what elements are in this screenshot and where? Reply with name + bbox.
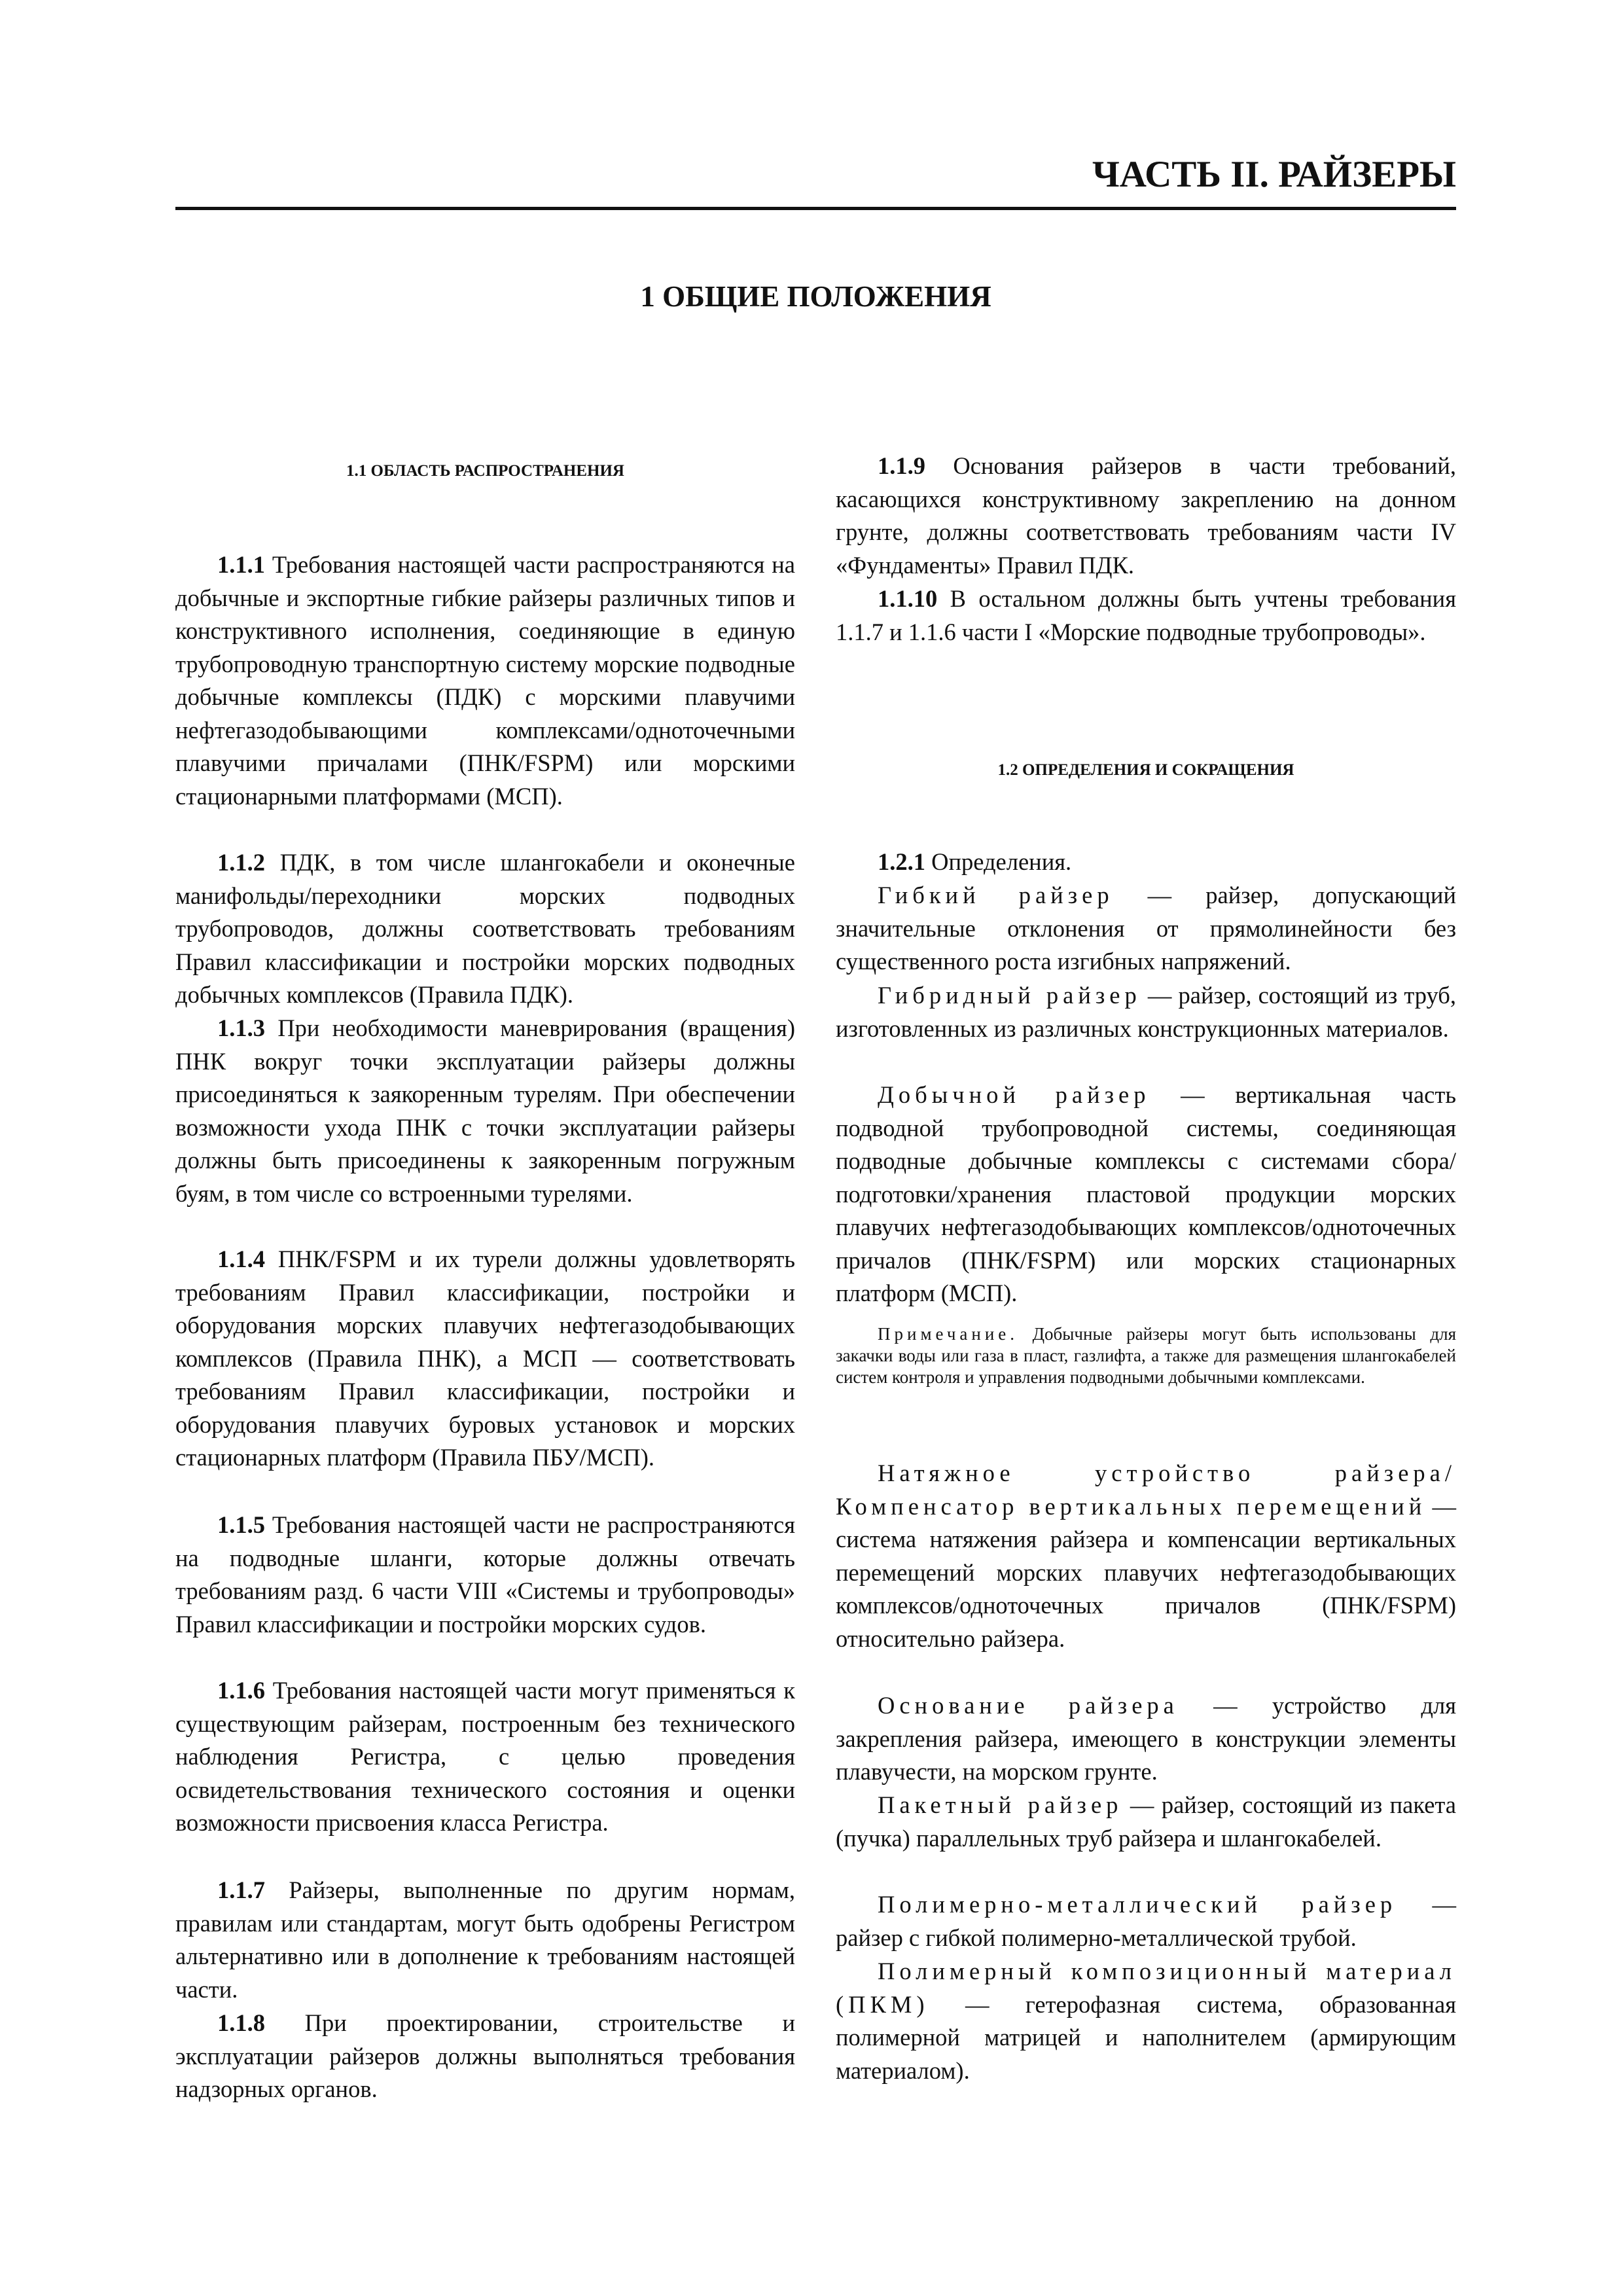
paragraph-1-2-1: [836, 846, 1456, 879]
definition-text: — райзер с гибкой полимерно-металлической трубой.: [836, 1891, 1457, 1951]
paragraph-1-1-2: [175, 846, 795, 1012]
definition-term: Пакетный райзер: [878, 1791, 1123, 1818]
paragraph-text: ПДК, в том числе шлангокабели и оконечные манифольды/переходники морских подводных трубопроводов, должны соответствовать требованиям Правил классификации и постройки морских подводных добычных комплексов (Правила ПДК).: [175, 849, 795, 1008]
definition-text: — система натяжения райзера и компенсации вертикальных перемещений морских плавучих нефтегазодобывающих комплексов/одноточечных причалов (ПНК/FSPM) относительно райзера.: [836, 1492, 1456, 1652]
definition-flexible-riser: [836, 879, 1456, 978]
definition-bundle-riser: [836, 1789, 1456, 1855]
definition-riser-tensioner: [836, 1457, 1456, 1655]
paragraph-number: 1.1.1: [217, 551, 265, 578]
definition-text: — гетерофазная система, образованная полимерной матрицей и наполнителем (армирующим материалом).: [836, 1990, 1456, 2084]
paragraph-1-1-9: [836, 450, 1456, 582]
paragraph-number: 1.2.1: [878, 848, 925, 875]
definition-riser-base: [836, 1689, 1456, 1789]
paragraph-text: Требования настоящей части не распространяются на подводные шланги, которые должны отвечать требованиям разд. 6 части VIII «Системы и трубопроводы» Правил классификации и постройки морских судов.: [175, 1511, 795, 1638]
paragraph-number: 1.1.5: [217, 1511, 265, 1538]
note-text: Добычные райзеры могут быть использованы для закачки воды или газа в пласт, газлифта, а также для размещения шлангокабелей систем контроля и управления подводными добычными комплексами.: [836, 1324, 1456, 1387]
definition-text: — устройство для закрепления райзера, имеющего в конструкции элементы плавучести, на морском грунте.: [836, 1692, 1456, 1785]
definition-hybrid-riser: [836, 979, 1456, 1045]
paragraph-number: 1.1.9: [878, 452, 925, 479]
paragraph-1-1-1: [175, 548, 795, 813]
definition-production-riser: [836, 1079, 1456, 1310]
definition-term: Гибкий райзер: [878, 882, 1114, 908]
definition-text: — райзер, состоящий из труб, изготовленных из различных конструкционных материалов.: [836, 982, 1456, 1042]
paragraph-number: 1.1.7: [217, 1876, 265, 1903]
paragraph-1-1-8: [175, 2007, 795, 2106]
subsection-heading-1-2: 1.2 ОПРЕДЕЛЕНИЯ И СОКРАЩЕНИЯ: [997, 761, 1294, 779]
definition-term: Натяжное устройство райзера/Компенсатор вертикальных перемещений: [836, 1460, 1456, 1520]
definition-term: Основание райзера: [878, 1692, 1179, 1719]
paragraph-number: 1.1.6: [217, 1677, 265, 1704]
subsection-heading-1-1: 1.1 ОБЛАСТЬ РАСПРОСТРАНЕНИЯ: [346, 462, 624, 480]
paragraph-1-1-4: [175, 1243, 795, 1475]
part-title: ЧАСТЬ II. РАЙЗЕРЫ: [1092, 154, 1456, 195]
paragraph-1-1-7: [175, 1874, 795, 2006]
paragraph-1-1-6: [175, 1674, 795, 1840]
paragraph-text: Требования настоящей части могут применяться к существующим райзерам, построенным без технического наблюдения Регистра, с целью проведения освидетельствования технического состояния и оценки возможности присвоения класса Регистра.: [175, 1677, 795, 1836]
paragraph-number: 1.1.10: [878, 585, 938, 612]
paragraph-number: 1.1.3: [217, 1014, 265, 1041]
paragraph-text: Определения.: [925, 848, 1072, 875]
definition-text: — райзер, допускающий значительные отклонения от прямолинейности без существенного роста изгибных напряжений.: [836, 882, 1456, 975]
paragraph-number: 1.1.2: [217, 849, 265, 876]
note-label: Примечание.: [878, 1324, 1019, 1344]
definition-polymer-metal-riser: [836, 1888, 1456, 1954]
paragraph-text: Требования настоящей части распространяются на добычные и экспортные гибкие райзеры различных типов и конструктивного исполнения, соединяющие в единую трубопроводную транспортную систему морские подводные добычные комплексы (ПДК) с морскими плавучими нефтегазодобывающими комплексами/одноточечными плавучими причалами (ПНК/FSPM) или морскими стационарными платформами (МСП).: [175, 551, 795, 810]
definition-text: — райзер, состоящий из пакета (пучка) параллельных труб райзера и шлангокабелей.: [836, 1791, 1456, 1852]
paragraph-number: 1.1.4: [217, 1246, 265, 1272]
definition-term: Гибридный райзер: [878, 982, 1141, 1009]
title-rule: [175, 207, 1456, 210]
definition-term: Полимерный композиционный материал (ПКМ): [836, 1958, 1456, 2018]
paragraph-text: Основания райзеров в части требований, касающихся конструктивному закреплению на донном грунте, должны соответствовать требованиям части IV «Фундаменты» Правил ПДК.: [836, 452, 1456, 579]
paragraph-text: При необходимости маневрирования (вращения) ПНК вокруг точки эксплуатации райзеры должны присоединяться к заякоренным турелям. При обеспечении возможности ухода ПНК с точки эксплуатации райзеры должны быть присоединены к заякоренным погружным буям, в том числе со встроенными турелями.: [175, 1014, 795, 1207]
paragraph-1-1-5: [175, 1509, 795, 1641]
paragraph-number: 1.1.8: [217, 2009, 265, 2036]
paragraph-1-1-10: [836, 583, 1456, 649]
paragraph-text: ПНК/FSPM и их турели должны удовлетворять требованиям Правил классификации, постройки и оборудования морских плавучих нефтегазодобывающих комплексов (Правила ПНК), а МСП — соответствовать требованиям Правил классификации, постройки и оборудования плавучих буровых установок и морских стационарных платформ (Правила ПБУ/МСП).: [175, 1246, 795, 1471]
paragraph-text: При проектировании, строительстве и эксплуатации райзеров должны выполняться требования надзорных органов.: [175, 2009, 795, 2102]
note: [836, 1323, 1456, 1388]
paragraph-1-1-3: [175, 1012, 795, 1210]
definition-term: Добычной райзер: [878, 1081, 1150, 1108]
paragraph-text: Райзеры, выполненные по другим нормам, правилам или стандартам, могут быть одобрены Регистром альтернативно или в дополнение к требованиям настоящей части.: [175, 1876, 795, 2003]
definition-term: Полимерно-металлический райзер: [878, 1891, 1397, 1918]
definition-polymer-composite: [836, 1955, 1456, 2087]
definition-text: — вертикальная часть подводной трубопроводной системы, соединяющая подводные добычные комплексы с системами сбора/подготовки/хранения пластовой продукции морских плавучих нефтегазодобывающих комплексов/одноточечных причалов (ПНК/FSPM) или морских стационарных платформ (МСП).: [836, 1081, 1456, 1306]
section-title: 1 ОБЩИЕ ПОЛОЖЕНИЯ: [640, 280, 991, 313]
paragraph-text: В остальном должны быть учтены требования 1.1.7 и 1.1.6 части I «Морские подводные трубопроводы».: [836, 585, 1456, 645]
